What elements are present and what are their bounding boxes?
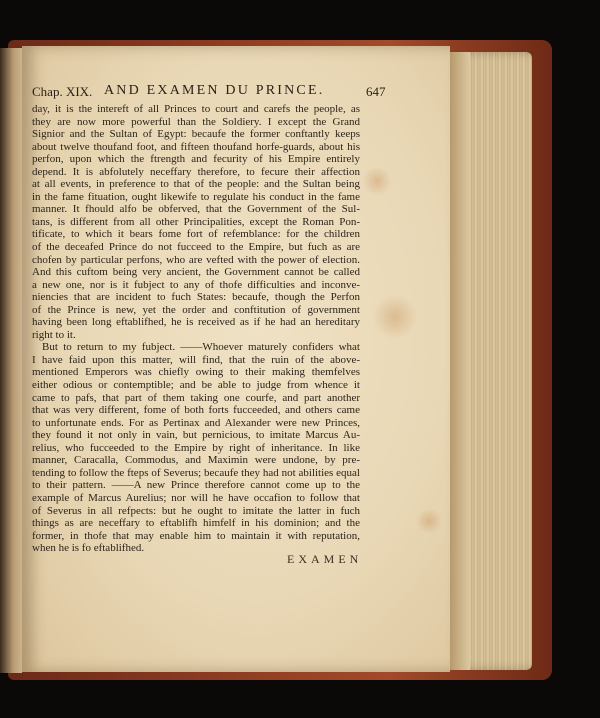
left-page-edge: [0, 48, 22, 673]
page-number: 647: [366, 84, 386, 99]
text-line: to their pattern. ——A new Prince therefore cannot come up to the: [32, 479, 360, 492]
text-line: at all events, in preference to that of the people: and the Sultan being: [32, 178, 360, 191]
text-line: But to return to my fubject. ——Whoever maturely confiders what: [42, 341, 360, 354]
foxing-stain: [362, 166, 392, 196]
text-line: manner. It fhould alfo be obferved, that the Government of the Sul-: [32, 203, 360, 216]
text-line: Signior and the Sultan of Egypt: becaufe the former conftantly keeps: [32, 128, 360, 141]
text-line: to unfortunate ends. For as Pertinax and Alexander were new Princes,: [32, 416, 360, 429]
running-title: AND EXAMEN DU PRINCE.: [104, 83, 325, 98]
foxing-stain: [416, 508, 442, 534]
text-line: of the Prince is new, yet the order and conftitution of government: [32, 303, 360, 316]
text-line: having been long eftablifhed, he is received as if he had an hereditary: [32, 316, 360, 329]
text-line: mentioned Emperors was chiefly owing to their making themfelves: [32, 366, 360, 379]
chapter-label: Chap. XIX.: [32, 84, 93, 99]
running-header: [32, 84, 388, 104]
text-line: perfon, upon which the ftrength and fecurity of his Empire entirely: [32, 153, 360, 166]
text-line: example of Marcus Aurelius; nor will he have occafion to follow that: [32, 491, 360, 504]
text-line: tificate, to which it bears fome fort of refemblance: for the children: [32, 228, 360, 241]
text-line: about twelve thoufand foot, and fifteen thoufand horfe-guards, about his: [32, 140, 360, 153]
text-line: tending to follow the fteps of Severus; becaufe they had not abilities equal: [32, 466, 360, 479]
text-line: when he is fo eftablifhed.: [32, 542, 145, 555]
foxing-stain: [372, 294, 418, 340]
text-line: depend. It is abfolutely neceffary therefore, to fecure their affection: [32, 165, 360, 178]
text-line: they are now more powerful than the Soldiery. I except the Grand: [32, 115, 360, 128]
page-stack: [448, 52, 532, 670]
text-line: I have faid upon this matter, will find, that the ruin of the above-: [32, 353, 360, 366]
text-line: they found it not only in vain, but pernicious, to imitate Marcus Au-: [32, 429, 360, 442]
catchword: EXAMEN: [287, 552, 363, 566]
text-line: niencies that are incident to fuch States: becaufe, though the Perfon: [32, 291, 360, 304]
text-line: a new one, nor is it fubject to any of thofe difficulties and inconve-: [32, 278, 360, 291]
body-text: [32, 103, 360, 555]
text-line: day, it is the intereft of all Princes to court and carefs the people, as: [32, 103, 360, 115]
text-line: relius, who fucceeded to the Empire by right of inheritance. In like: [32, 441, 360, 454]
text-line: manner, Caracalla, Commodus, and Maximin were undone, by pre-: [32, 454, 360, 467]
text-line: that was very different, fome of both forts fucceeded, and others came: [32, 404, 360, 417]
text-line: tans, is different from all other Principalities, except the Roman Pon-: [32, 215, 360, 228]
text-line: of Severus in all refpects: but he ought to imitate the latter in fuch: [32, 504, 360, 517]
text-line: things as are neceffary to eftablifh himfelf in his dominion; and the: [32, 517, 360, 530]
text-line: in the fame fituation, ought likewife to regulate his conduct in the fame: [32, 190, 360, 203]
text-line: right to it.: [32, 328, 76, 341]
text-line: And this cuftom being very ancient, the Government cannot be called: [32, 266, 360, 279]
page-stack-fore-edge: [448, 52, 470, 670]
text-line: chofen by particular perfons, who are vefted with the power of election.: [32, 253, 360, 266]
text-line: came to pafs, that part of them taking one courfe, and part another: [32, 391, 360, 404]
text-line: former, in thofe that may enable him to maintain it with reputation,: [32, 529, 360, 542]
text-line: either odious or contemptible; and be able to judge from whence it: [32, 379, 360, 392]
text-line: of the deceafed Prince do not fucceed to the Empire, but fuch as are: [32, 241, 360, 254]
